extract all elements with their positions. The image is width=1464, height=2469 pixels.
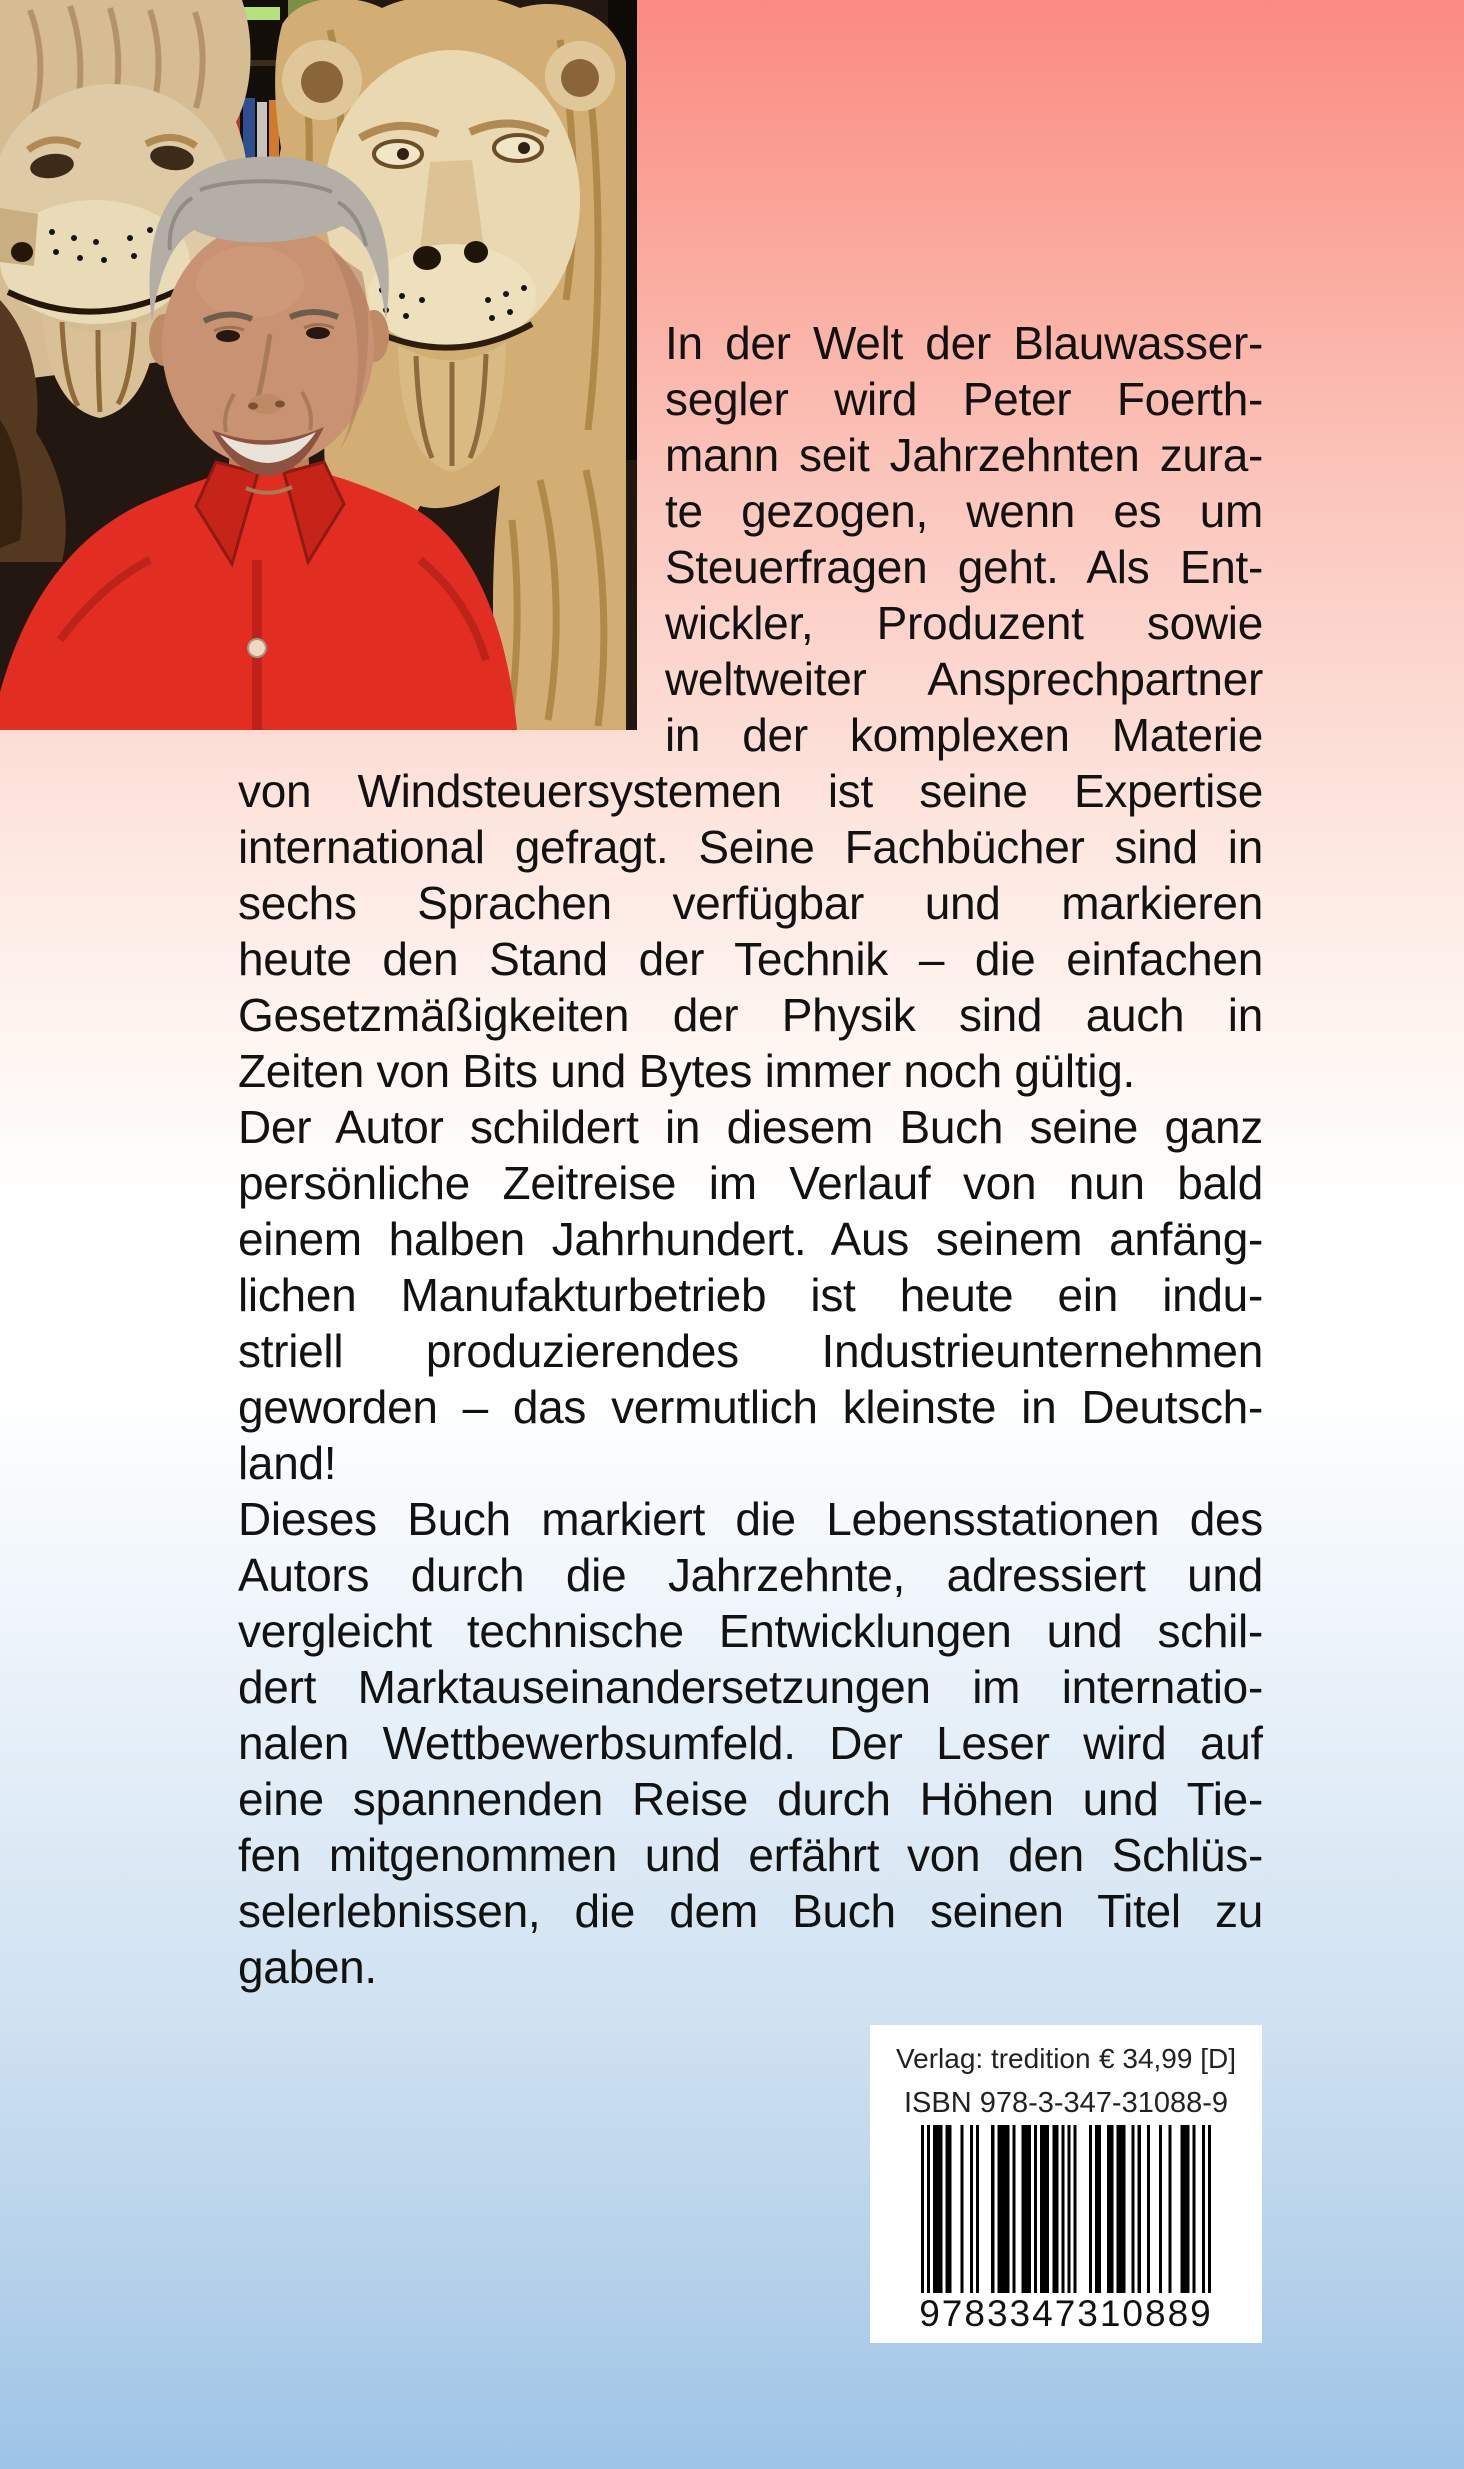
- text-line: einem halben Jahrhundert. Aus seinem anfäng-: [238, 1213, 1263, 1265]
- text-line: international gefragt. Seine Fachbücher sind in: [238, 821, 1263, 873]
- text-line: dert Marktauseinandersetzungen im internatio-: [238, 1661, 1263, 1713]
- text-line: te gezogen, wenn es um: [665, 485, 1263, 537]
- text-line: geworden – das vermutlich kleinste in Deutsch-: [238, 1381, 1263, 1433]
- ean-digits: 9783347310889: [919, 2293, 1213, 2334]
- text-line: persönliche Zeitreise im Verlauf von nun bald: [238, 1157, 1263, 1209]
- text-line: Der Autor schildert in diesem Buch seine ganz: [238, 1101, 1263, 1153]
- text-line: striell produzierendes Industrieunternehmen: [238, 1325, 1263, 1377]
- publisher-label: Verlag: tredition: [896, 2043, 1091, 2074]
- text-line: Zeiten von Bits und Bytes immer noch gültig.: [238, 1045, 1136, 1097]
- barcode-panel: [870, 2025, 1262, 2343]
- isbn-number: ISBN 978-3-347-31088-9: [903, 2087, 1229, 2119]
- text-line: sechs Sprachen verfügbar und markieren: [238, 877, 1263, 929]
- text-line: land!: [238, 1437, 337, 1489]
- text-line: wickler, Produzent sowie: [665, 597, 1263, 649]
- ean-barcode: [921, 2125, 1211, 2293]
- text-line: heute den Stand der Technik – die einfachen: [238, 933, 1263, 985]
- text-line: in der komplexen Materie: [665, 709, 1263, 761]
- text-line: Autors durch die Jahrzehnte, adressiert und: [238, 1549, 1263, 1601]
- text-line: gaben.: [238, 1941, 377, 1993]
- text-line: eine spannenden Reise durch Höhen und Tie-: [238, 1773, 1263, 1825]
- back-cover-text: [238, 315, 1263, 1995]
- publisher-price-row: [896, 2043, 1236, 2075]
- text-line: mann seit Jahrzehnten zura-: [665, 429, 1263, 481]
- text-line: selerlebnissen, die dem Buch seinen Titel zu: [238, 1885, 1263, 1937]
- text-line: lichen Manufakturbetrieb ist heute ein indu-: [238, 1269, 1263, 1321]
- text-line: von Windsteuersystemen ist seine Expertise: [238, 765, 1263, 817]
- text-line: vergleicht technische Entwicklungen und schil-: [238, 1605, 1263, 1657]
- text-line: In der Welt der Blauwasser-: [665, 317, 1263, 369]
- price-label: € 34,99 [D]: [1099, 2043, 1236, 2074]
- text-line: Gesetzmäßigkeiten der Physik sind auch in: [238, 989, 1263, 1041]
- text-line: segler wird Peter Foerth-: [665, 373, 1263, 425]
- text-line: weltweiter Ansprechpartner: [665, 653, 1263, 705]
- text-line: nalen Wettbewerbsumfeld. Der Leser wird auf: [238, 1717, 1263, 1769]
- text-line: fen mitgenommen und erfährt von den Schlüs-: [238, 1829, 1263, 1881]
- text-line: Steuerfragen geht. Als Ent-: [665, 541, 1263, 593]
- text-line: Dieses Buch markiert die Lebensstationen des: [238, 1493, 1263, 1545]
